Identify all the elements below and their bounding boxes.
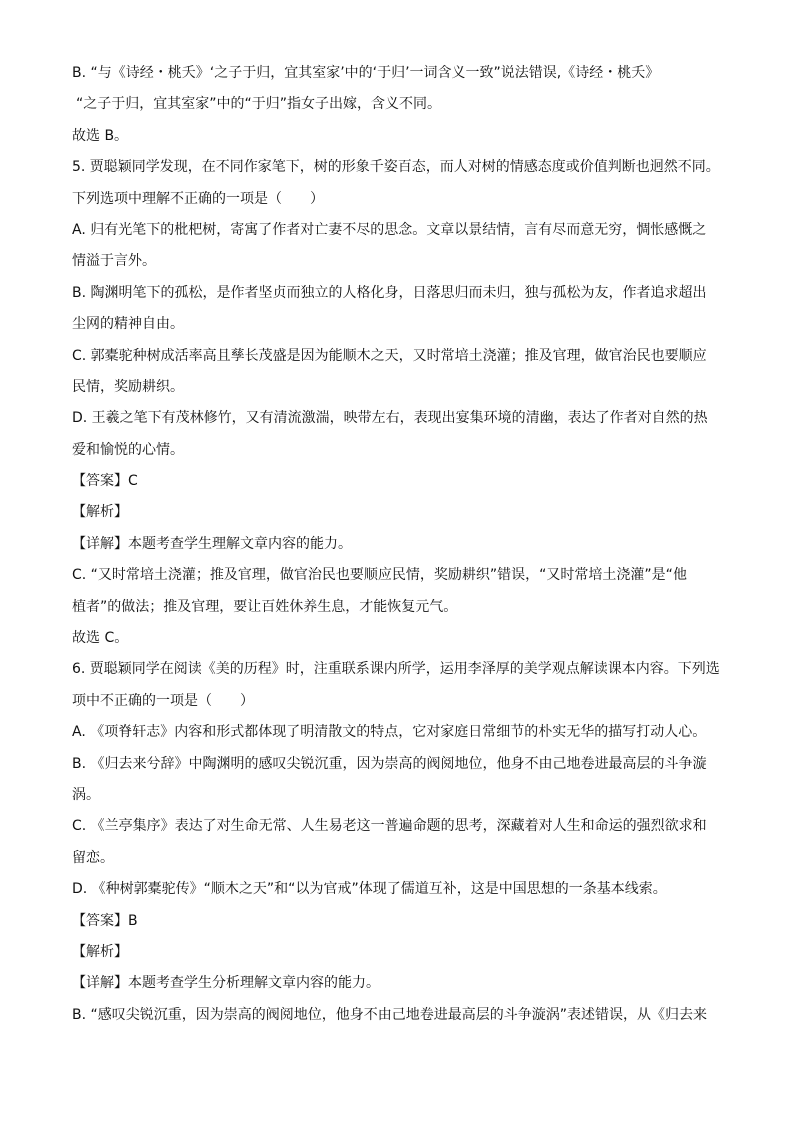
analysis-label: 【解析】 [72,504,128,521]
option-a: A. 归有光笔下的枇杷树，寄寓了作者对亡妻不尽的思念。文章以景结情，言有尽而意无穷，惆怅感慨之 [72,221,707,238]
document-page [72,58,727,1031]
option-b: B. 陶渊明笔下的孤松，是作者坚贞而独立的人格化身，日落思归而未归，独与孤松为友，作者追求超出 [72,284,707,301]
text-line: 涡。 [72,786,100,803]
question-6-stem: 6. 贾聪颖同学在阅读《美的历程》时，注重联系课内所学，运用李泽厚的美学观点解读课本内容。下列选 [72,661,720,678]
question-5-stem: 5. 贾聪颖同学发现，在不同作家笔下，树的形象千姿百态，而人对树的情感态度或价值判断也迥然不同。 [72,159,720,176]
text-line: “之子于归，宜其室家”中的“于归”指女子出嫁，含义不同。 [76,96,442,113]
option-d: D. 王羲之笔下有茂林修竹，又有清流激湍，映带左右，表现出宴集环境的清幽，表达了作者对自然的热 [72,410,708,427]
text-line: 留恋。 [72,849,114,866]
option-b: B. 《归去来兮辞》中陶渊明的感叹尖锐沉重，因为崇高的阀阅地位，他身不由己地卷进最高层的斗争漩 [72,755,707,772]
option-c: C. 郭橐驼种树成活率高且孳长茂盛是因为能顺木之天，又时常培土浇灌；推及官理，做官治民也要顺应 [72,347,707,364]
text-line: 故选 C。 [72,630,129,647]
text-line: 民情，奖励耕织。 [72,378,184,395]
text-line: 爱和愉悦的心情。 [72,441,184,458]
text-line: B. “感叹尖锐沉重，因为崇高的阀阅地位，他身不由己地卷进最高层的斗争漩涡”表述错误，从《归去来 [72,1006,708,1023]
text-line: 尘网的精神自由。 [72,316,184,333]
analysis-label: 【解析】 [72,943,128,960]
answer-label: 【答案】C [72,473,138,490]
text-line: 项中不正确的一项是（ ） [72,692,254,709]
detail-text: 【详解】本题考查学生理解文章内容的能力。 [72,535,352,552]
text-line: C. “又时常培土浇灌；推及官理，做官治民也要顺应民情，奖励耕织”错误，“又时常培土浇灌”是“他 [72,567,687,584]
detail-text: 【详解】本题考查学生分析理解文章内容的能力。 [72,975,380,992]
text-line: 植者”的做法；推及官理，要让百姓休养生息，才能恢复元气。 [72,598,458,615]
option-d: D. 《种树郭橐驼传》“顺木之天”和“以为官戒”体现了儒道互补，这是中国思想的一条基本线索。 [72,881,667,898]
text-line: B. “与《诗经・桃夭》‘之子于归，宜其室家’中的‘于归’一词含义一致”说法错误,《诗经・桃夭》 [72,65,660,81]
text-line: 情溢于言外。 [72,253,156,270]
option-a: A. 《项脊轩志》内容和形式都体现了明清散文的特点，它对家庭日常细节的朴实无华的描写打动人心。 [72,724,707,741]
option-c: C. 《兰亭集序》表达了对生命无常、人生易老这一普遍命题的思考，深藏着对人生和命运的强烈欲求和 [72,818,707,835]
text-line: 故选 B。 [72,127,129,144]
text-line: 下列选项中理解不正确的一项是（ ） [72,190,324,207]
answer-label: 【答案】B [72,912,138,929]
